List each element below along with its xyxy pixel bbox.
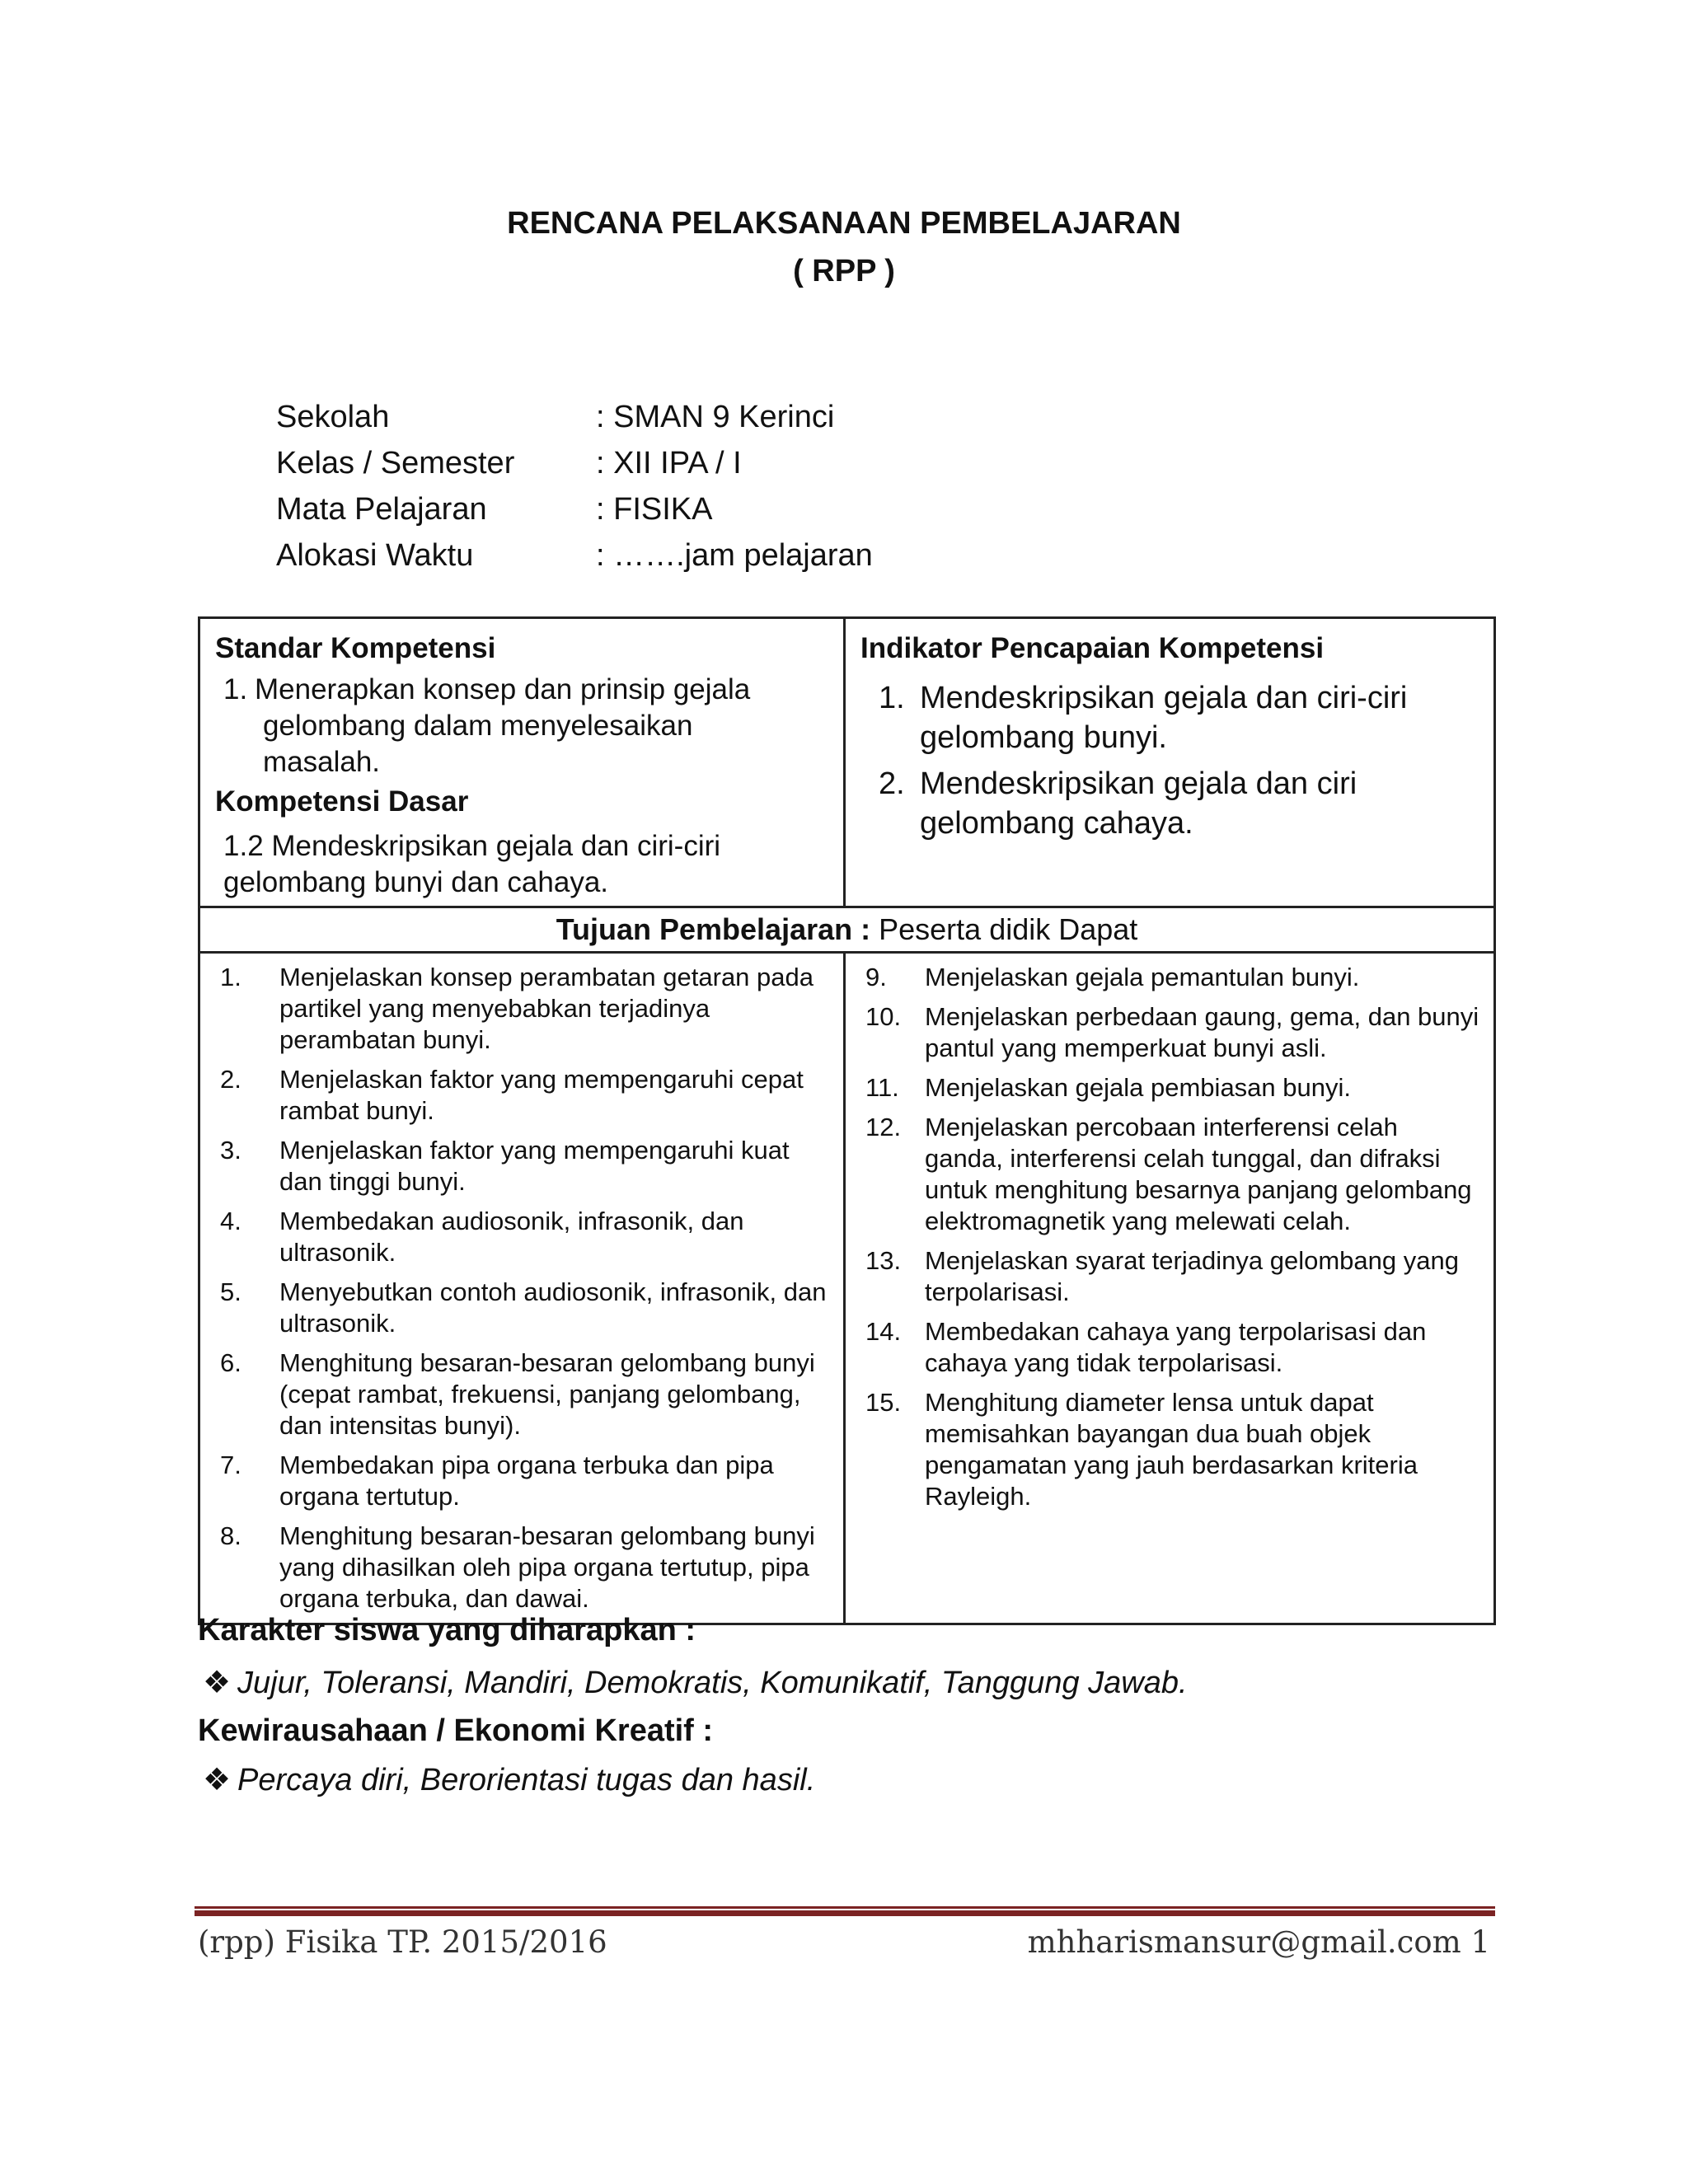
item-text: Menghitung besaran-besaran gelombang bunyi yang dihasilkan oleh pipa organa tertutup, pipa organa terbuka, dan dawai. <box>279 1521 815 1613</box>
list-item <box>862 962 1480 993</box>
item-text: Menjelaskan perbedaan gaung, gema, dan bunyi pantul yang memperkuat bunyi asli. <box>925 1002 1479 1062</box>
competency-row <box>199 618 1495 907</box>
item-number: 10. <box>865 1002 902 1031</box>
tujuan-label: Tujuan Pembelajaran : <box>556 912 871 946</box>
indikator-cell <box>845 618 1495 907</box>
list-item <box>862 1112 1480 1237</box>
kewirausahaan-text: Percaya diri, Berorientasi tugas dan hasil. <box>237 1763 816 1797</box>
footer-divider-thick <box>195 1910 1495 1916</box>
list-item <box>862 1316 1480 1379</box>
list-item <box>860 764 1480 843</box>
item-number: 4. <box>220 1207 241 1235</box>
kd-line: gelombang bunyi dan cahaya. <box>223 866 609 898</box>
info-value: : FISIKA <box>596 492 713 527</box>
tujuan-right-cell <box>845 953 1495 1624</box>
item-text: Menghitung besaran-besaran gelombang bunyi (cepat rambat, frekuensi, panjang gelombang, dan intensitas bunyi). <box>279 1348 815 1440</box>
item-text: Membedakan audiosonik, infrasonik, dan ultrasonik. <box>279 1207 744 1267</box>
document-title: RENCANA PELAKSANAAN PEMBELAJARAN <box>507 206 1181 241</box>
info-label: Kelas / Semester <box>276 446 515 480</box>
standar-kompetensi-item <box>215 672 830 780</box>
item-text: Menjelaskan gejala pemantulan bunyi. <box>925 963 1360 991</box>
document-subtitle: ( RPP ) <box>793 254 895 288</box>
list-item <box>862 1387 1480 1512</box>
indikator-list <box>860 678 1480 843</box>
item-text: Menyebutkan contoh audiosonik, infrasonik, dan ultrasonik. <box>279 1277 827 1338</box>
kompetensi-dasar-header: Kompetensi Dasar <box>215 785 469 818</box>
standar-kompetensi-header: Standar Kompetensi <box>215 632 496 664</box>
list-item <box>862 1001 1480 1064</box>
item-number: 1. <box>223 673 248 705</box>
footer-divider-thin <box>195 1906 1495 1909</box>
tujuan-right-list <box>846 954 1493 1512</box>
info-value: : …….jam pelajaran <box>596 538 873 573</box>
item-number: 5. <box>220 1277 241 1306</box>
kewirausahaan-value <box>203 1760 815 1800</box>
item-text: Membedakan pipa organa terbuka dan pipa organa tertutup. <box>279 1451 774 1511</box>
list-item <box>217 1277 830 1339</box>
item-number: 6. <box>220 1348 241 1377</box>
standar-kompetensi-cell <box>199 618 845 907</box>
item-text: Menjelaskan syarat terjadinya gelombang yang terpolarisasi. <box>925 1246 1459 1306</box>
list-item <box>860 678 1480 757</box>
item-number: 11. <box>865 1073 899 1102</box>
item-number: 15. <box>865 1388 902 1417</box>
item-text-cont: gelombang dalam menyelesaikan <box>263 710 693 742</box>
item-number: 7. <box>220 1451 241 1479</box>
karakter-text: Jujur, Toleransi, Mandiri, Demokratis, Komunikatif, Tanggung Jawab. <box>237 1666 1188 1700</box>
item-text: Mendeskripsikan gejala dan ciri gelombang cahaya. <box>920 766 1357 841</box>
item-number: 1. <box>220 963 241 991</box>
list-item <box>217 1347 830 1441</box>
list-item <box>217 1135 830 1197</box>
list-item <box>862 1072 1480 1104</box>
item-text: Menjelaskan gejala pembiasan bunyi. <box>925 1073 1351 1102</box>
list-item <box>217 962 830 1056</box>
list-item <box>217 1450 830 1512</box>
info-value: : XII IPA / I <box>596 446 742 480</box>
tujuan-left-list <box>200 954 843 1615</box>
item-text: Menjelaskan konsep perambatan getaran pada partikel yang menyebabkan terjadinya perambatan bunyi. <box>279 963 814 1054</box>
item-text-cont: masalah. <box>263 746 381 778</box>
diamond-bullet-icon: ❖ <box>203 1763 232 1797</box>
info-label: Mata Pelajaran <box>276 492 487 527</box>
kd-line: 1.2 Mendeskripsikan gejala dan ciri-ciri <box>223 830 721 862</box>
competency-table <box>198 616 1496 1625</box>
indikator-header: Indikator Pencapaian Kompetensi <box>860 632 1325 664</box>
tujuan-value: Peserta didik Dapat <box>870 912 1138 946</box>
item-text: Menerapkan konsep dan prinsip gejala <box>255 673 751 705</box>
list-item <box>217 1064 830 1127</box>
tujuan-items-row <box>199 953 1495 1624</box>
item-number: 12. <box>865 1113 902 1141</box>
kompetensi-dasar-item <box>215 828 830 901</box>
info-label: Alokasi Waktu <box>276 538 474 573</box>
item-text: Menjelaskan faktor yang mempengaruhi kuat dan tinggi bunyi. <box>279 1136 790 1196</box>
item-number: 14. <box>865 1317 902 1346</box>
item-text: Mendeskripsikan gejala dan ciri-ciri gelombang bunyi. <box>920 681 1408 755</box>
item-number: 9. <box>865 963 887 991</box>
footer-divider <box>195 1906 1495 1916</box>
info-value: : SMAN 9 Kerinci <box>596 400 835 434</box>
list-item <box>217 1206 830 1268</box>
item-number: 1. <box>879 681 905 715</box>
karakter-title: Karakter siswa yang diharapkan : <box>198 1613 696 1647</box>
item-text: Menghitung diameter lensa untuk dapat memisahkan bayangan dua buah objek pengamatan yang jauh berdasarkan kriteria Rayleigh. <box>925 1388 1418 1511</box>
item-number: 8. <box>220 1521 241 1550</box>
footer-left-text: (rpp) Fisika TP. 2015/2016 <box>198 1924 607 1960</box>
item-number: 2. <box>879 766 905 801</box>
item-text: Menjelaskan percobaan interferensi celah ganda, interferensi celah tunggal, dan difraksi untuk menghitung besarnya panjang gelombang elektromagnetik yang melewati celah. <box>925 1113 1472 1235</box>
diamond-bullet-icon: ❖ <box>203 1666 232 1700</box>
tujuan-header-cell <box>199 907 1495 953</box>
item-text: Membedakan cahaya yang terpolarisasi dan cahaya yang tidak terpolarisasi. <box>925 1317 1427 1377</box>
item-number: 13. <box>865 1246 902 1275</box>
footer-right-text: mhharismansur@gmail.com 1 <box>1027 1924 1490 1960</box>
list-item <box>862 1245 1480 1308</box>
tujuan-left-cell <box>199 953 845 1624</box>
list-item <box>217 1521 830 1615</box>
item-number: 2. <box>220 1065 241 1094</box>
item-text: Menjelaskan faktor yang mempengaruhi cepat rambat bunyi. <box>279 1065 804 1125</box>
item-number: 3. <box>220 1136 241 1165</box>
kewirausahaan-title: Kewirausahaan / Ekonomi Kreatif : <box>198 1713 714 1748</box>
tujuan-header-row <box>199 907 1495 953</box>
karakter-value <box>203 1663 1188 1703</box>
info-label: Sekolah <box>276 400 390 434</box>
